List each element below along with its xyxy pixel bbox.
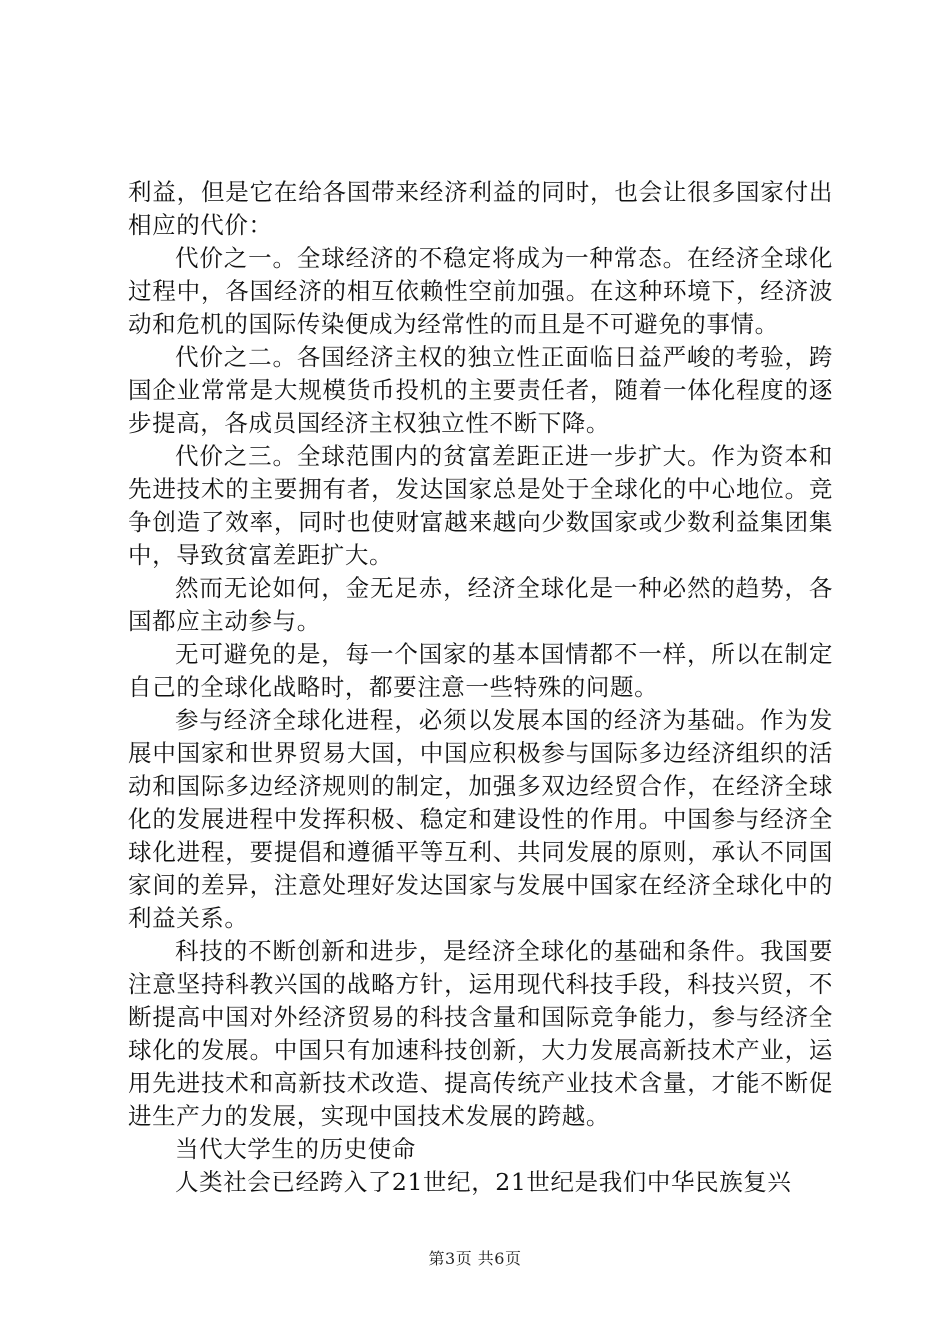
section-heading: 当代大学生的历史使命 <box>175 1135 416 1163</box>
paragraph-3: 代价之二。各国经济主权的独立性正面临日益严峻的考验，跨国企业常常是大规模货币投机的主要责任者，随着一体化程度的逐步提高，各成员国经济主权独立性不断下降。 <box>128 343 833 437</box>
document-body <box>128 176 833 1199</box>
paragraph-5: 然而无论如何，金无足赤，经济全球化是一种必然的趋势，各国都应主动参与。 <box>128 574 833 635</box>
paragraph-8: 科技的不断创新和进步，是经济全球化的基础和条件。我国要注意坚持科教兴国的战略方针，运用现代科技手段，科技兴贸，不断提高中国对外经济贸易的科技含量和国际竞争能力，参与经济全球化的发展。中国只有加速科技创新，大力发展高新技术产业，运用先进技术和高新技术改造、提高传统产业技术含量，才能不断促进生产力的发展，实现中国技术发展的跨越。 <box>128 937 833 1130</box>
paragraph-9: 人类社会已经跨入了21世纪，21世纪是我们中华民族复兴 <box>175 1168 792 1196</box>
paragraph-6: 无可避免的是，每一个国家的基本国情都不一样，所以在制定自己的全球化战略时，都要注意一些特殊的问题。 <box>128 640 833 701</box>
paragraph-1: 利益，但是它在给各国带来经济利益的同时，也会让很多国家付出相应的代价： <box>128 178 833 239</box>
paragraph-7: 参与经济全球化进程，必须以发展本国的经济为基础。作为发展中国家和世界贸易大国，中国应积极参与国际多边经济组织的活动和国际多边经济规则的制定，加强多双边经贸合作，在经济全球化的发展进程中发挥积极、稳定和建设性的作用。中国参与经济全球化进程，要提倡和遵循平等互利、共同发展的原则，承认不同国家间的差异，注意处理好发达国家与发展中国家在经济全球化中的利益关系。 <box>128 706 833 932</box>
page-number-label: 第3页 共6页 <box>428 1249 522 1268</box>
paragraph-4: 代价之三。全球范围内的贫富差距正进一步扩大。作为资本和先进技术的主要拥有者，发达国家总是处于全球化的中心地位。竞争创造了效率，同时也使财富越来越向少数国家或少数利益集团集中，导致贫富差距扩大。 <box>128 442 833 569</box>
page-footer <box>0 1246 950 1269</box>
paragraph-2: 代价之一。全球经济的不稳定将成为一种常态。在经济全球化过程中，各国经济的相互依赖性空前加强。在这种环境下，经济波动和危机的国际传染便成为经常性的而且是不可避免的事情。 <box>128 244 833 338</box>
